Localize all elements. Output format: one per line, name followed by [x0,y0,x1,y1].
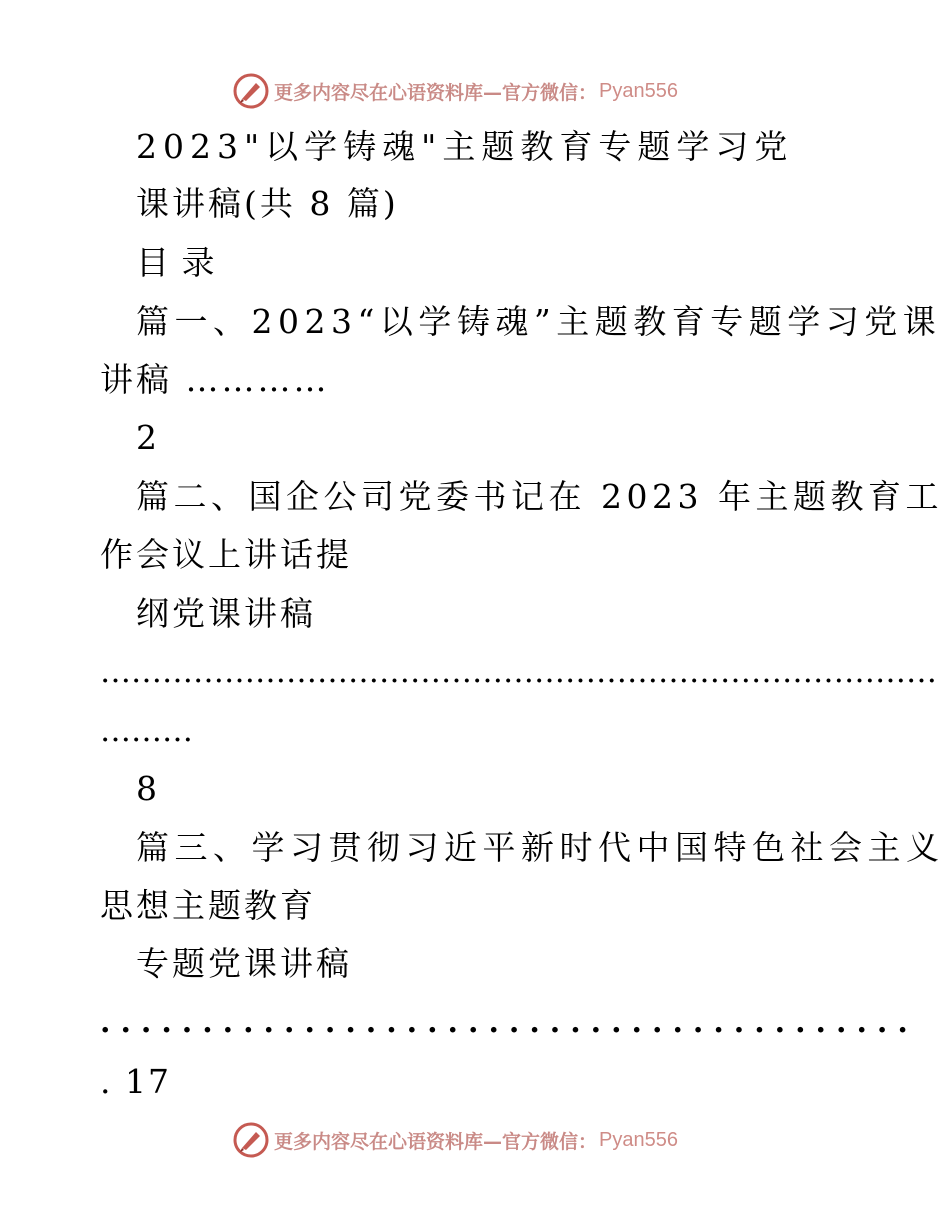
toc-entry-1-page: 2 [136,418,158,457]
toc-entry-2-line-2: 作会议上讲话提 [100,535,352,574]
doc-title-line-1: 2023"以学铸魂"主题教育专题学习党 [136,127,794,166]
watermark-wechat-id: Pyan556 [599,79,678,102]
watermark-banner-top [232,71,678,111]
toc-entry-2-page: 8 [136,769,158,808]
toc-entry-2-line-3: 纲党课讲稿 [136,594,316,633]
toc-entry-3-line-3: 专题党课讲稿 [136,944,352,983]
toc-entry-1-line-2: 讲稿 ………… [100,360,330,399]
toc-heading: 目 录 [136,243,216,282]
watermark-wechat-id: Pyan556 [599,1128,678,1151]
toc-entry-3-line-1: 篇三、学习贯彻习近平新时代中国特色社会主义 [136,828,945,867]
pen-logo-icon [232,1121,270,1159]
watermark-text: 更多内容尽在心语资料库—官方微信： [274,81,598,104]
toc-entry-3-page: . 17 [100,1062,171,1101]
watermark-banner-bottom [232,1120,678,1160]
doc-title-line-2: 课讲稿(共 8 篇) [136,184,399,223]
pen-logo-icon [232,72,270,110]
watermark-text: 更多内容尽在心语资料库—官方微信： [274,1130,598,1153]
toc-entry-1-line-1: 篇一、2023“以学铸魂”主题教育专题学习党课 [136,302,942,341]
toc-entry-3-leader: ........................................ [100,1005,918,1040]
toc-entry-3-line-2: 思想主题教育 [100,886,316,925]
toc-entry-2-leader-1: ……………………………………………………………………… [100,654,937,690]
toc-entry-2-line-1: 篇二、国企公司党委书记在 2023 年主题教育工 [136,477,943,516]
toc-entry-2-leader-2: ……… [100,713,193,749]
